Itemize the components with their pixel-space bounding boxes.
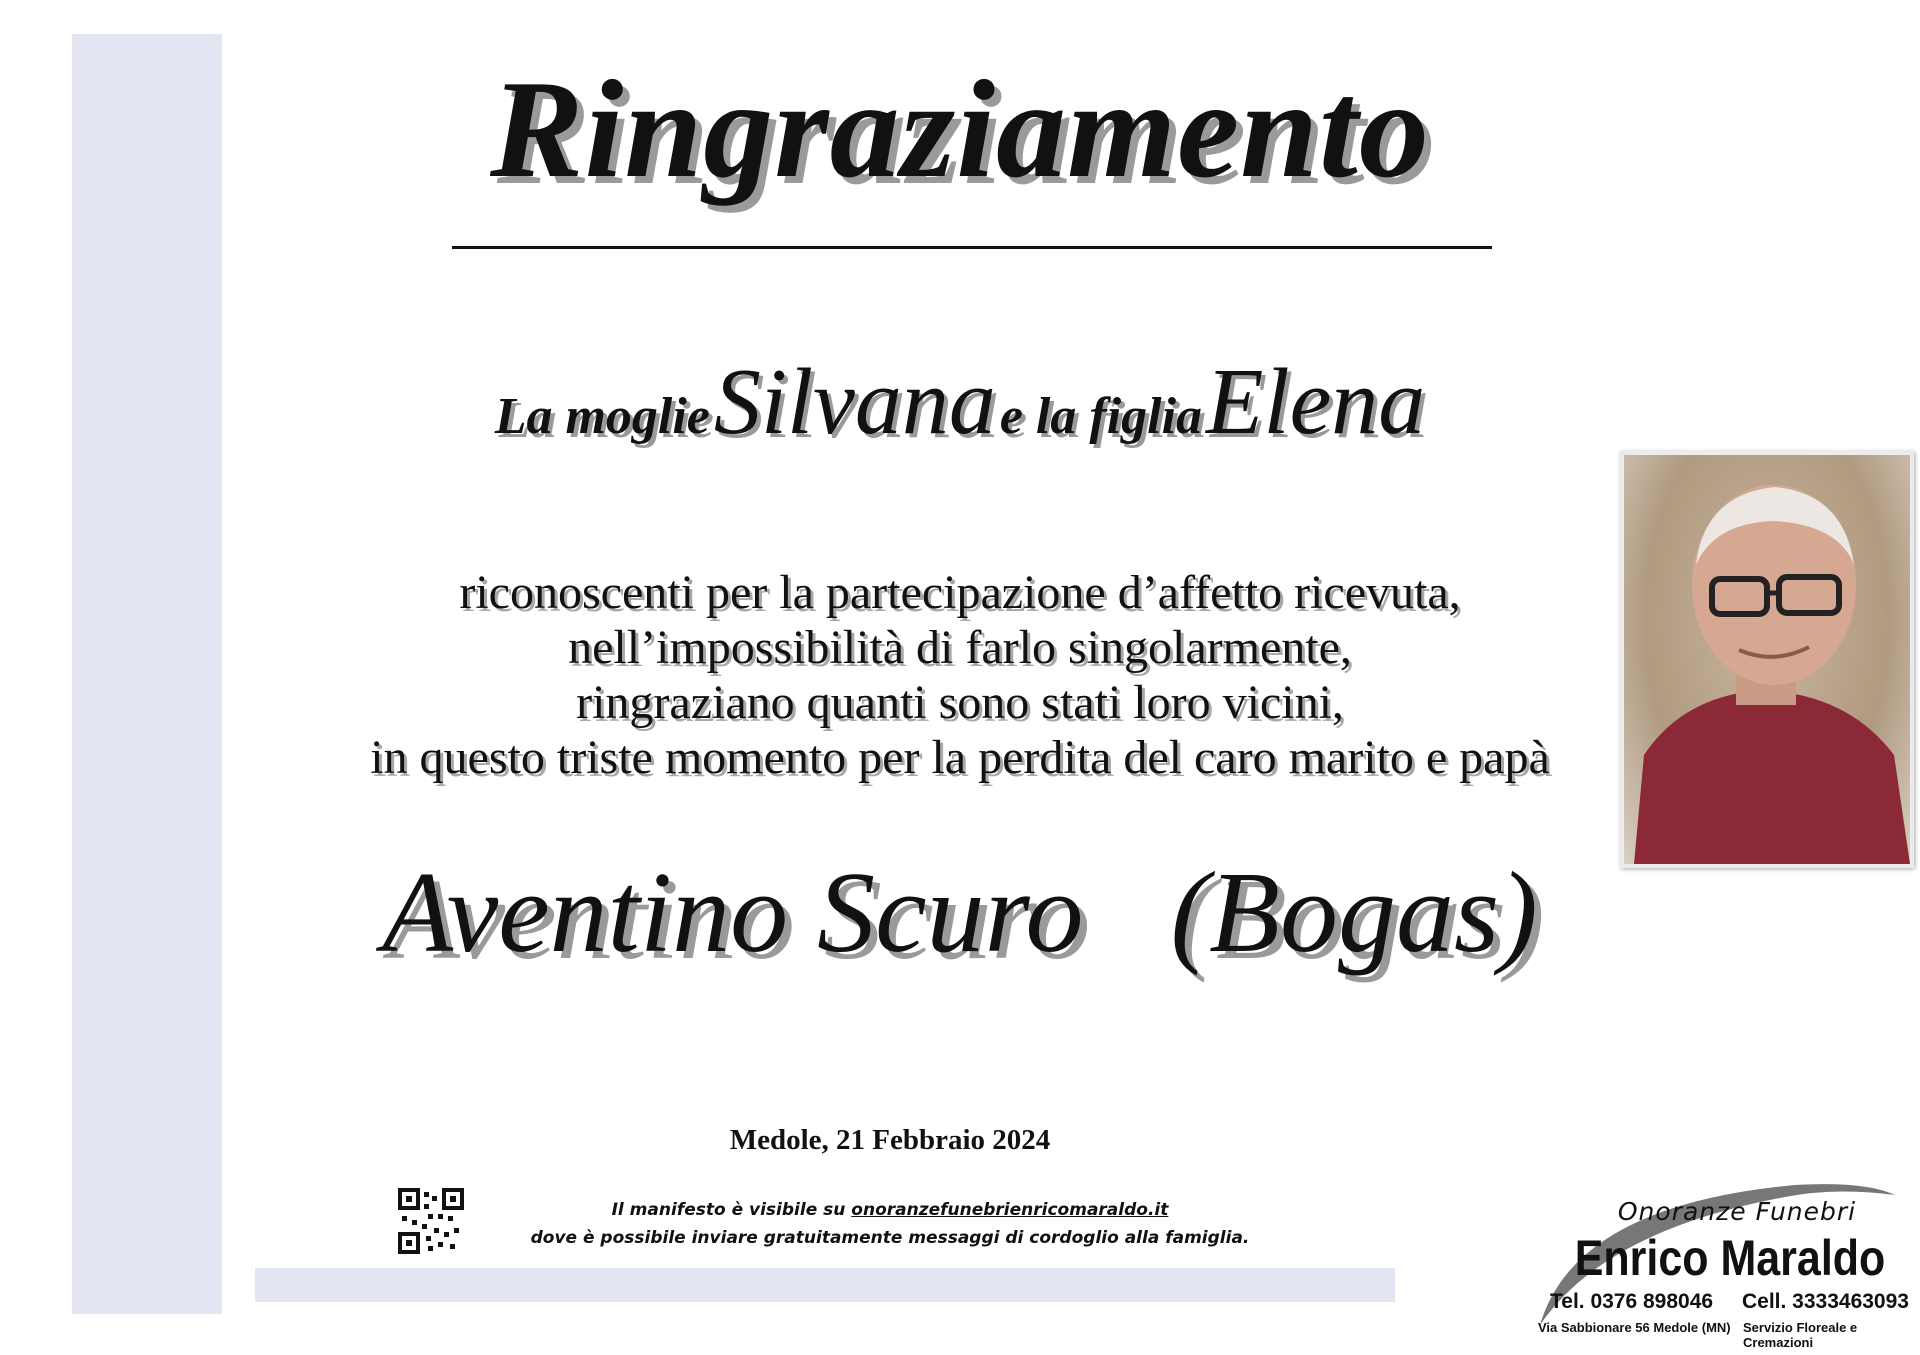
message-line: nell’impossibilità di farlo singolarmente, [568,621,1352,674]
funeral-home-cell: Cell. 3333463093 [1742,1290,1909,1313]
notice-line-2: dove è possibile inviare gratuitamente messaggi di cordoglio alla famiglia. [530,1228,1250,1248]
funeral-home-name: Enrico Maraldo [1574,1230,1886,1286]
funeral-home-address: Via Sabbionare 56 Medole (MN) [1538,1320,1731,1335]
family-connector: e la figlia [999,388,1203,445]
date-place: Medole, 21 Febbraio 2024 [729,1124,1051,1156]
portrait-image [1624,455,1910,864]
message-line: in questo triste momento per la perdita del caro marito e papà [370,731,1550,784]
funeral-home-logo [1535,1175,1920,1355]
message-line: ringraziano quanti sono stati loro vicini, [576,676,1344,729]
title-divider [452,246,1492,249]
family-prefix: La moglie [494,388,710,445]
deceased-name-line [0,849,1920,977]
wife-name: Silvana [713,350,996,454]
notice-prefix: Il manifesto è visibile su [611,1200,846,1220]
deceased-portrait [1620,451,1914,868]
funeral-home-services: Servizio Floreale e Cremazioni [1743,1320,1858,1350]
online-notice [470,1196,1310,1252]
qr-code-icon [398,1188,464,1254]
family-line [0,348,1920,456]
message-line: riconoscenti per la partecipazione d’affetto ricevuta, [459,566,1461,619]
page-title: Ringraziamento [490,52,1430,207]
daughter-name: Elena [1206,350,1426,454]
deceased-name: Aventino Scuro [382,849,1084,977]
funeral-home-tel: Tel. 0376 898046 [1550,1290,1714,1313]
website-link[interactable]: onoranzefunebrienricomaraldo.it [851,1200,1169,1220]
deceased-nickname: (Bogas) [1170,849,1538,977]
frame-bottom-band [255,1268,1395,1302]
notice-line-1 [470,1196,1310,1224]
funeral-home-subtitle: Onoranze Funebri [1617,1197,1857,1226]
